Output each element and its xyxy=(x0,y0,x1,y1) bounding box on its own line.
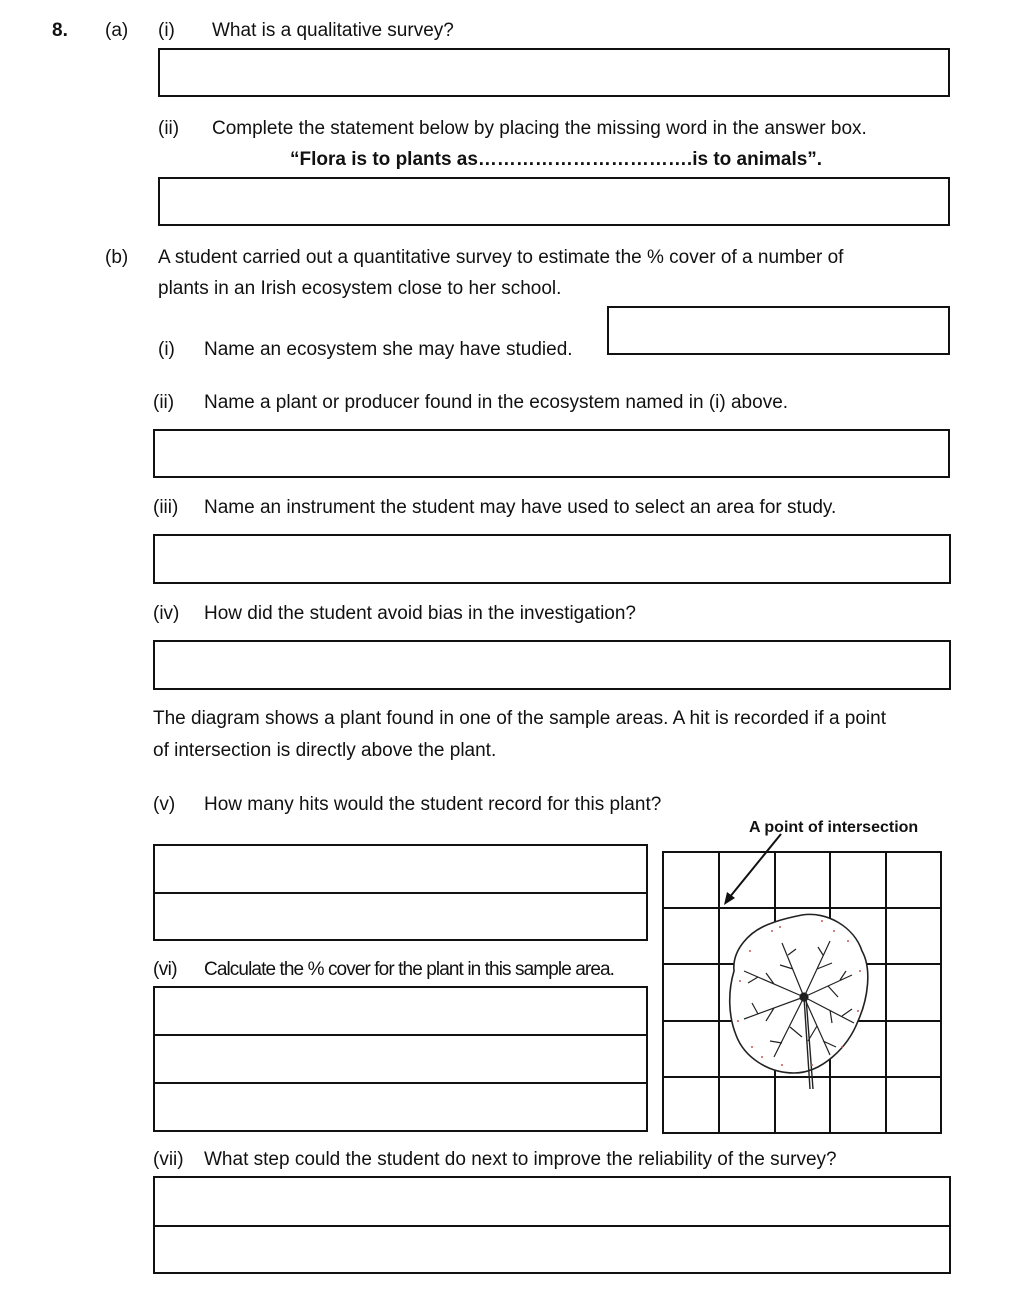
b-vi-answer-box[interactable] xyxy=(153,986,648,1132)
b-vi-label: (vi) xyxy=(153,959,177,980)
answer-line xyxy=(155,1225,949,1227)
b-iv-answer-box[interactable] xyxy=(153,640,951,690)
b-v-label: (v) xyxy=(153,794,176,815)
part-b-label: (b) xyxy=(105,247,129,268)
a-ii-label: (ii) xyxy=(158,118,180,139)
b-i-label: (i) xyxy=(158,339,175,360)
diagram-description-line-2: of intersection is directly above the plant. xyxy=(153,740,497,761)
quadrat-diagram xyxy=(662,851,942,1134)
b-iv-label: (iv) xyxy=(153,603,180,624)
b-iii-answer-box[interactable] xyxy=(153,534,951,584)
b-iii-question: Name an instrument the student may have used to select an area for study. xyxy=(204,497,837,518)
b-v-question: How many hits would the student record for this plant? xyxy=(204,794,662,815)
b-iv-question: How did the student avoid bias in the investigation? xyxy=(204,603,636,624)
plant-leaf-icon xyxy=(730,914,868,1089)
a-i-answer-box[interactable] xyxy=(158,48,950,97)
part-b-intro-line-2: plants in an Irish ecosystem close to her school. xyxy=(158,278,562,299)
b-v-answer-box[interactable] xyxy=(153,844,648,941)
a-ii-answer-box[interactable] xyxy=(158,177,950,226)
question-number: 8. xyxy=(52,20,68,41)
b-vi-question: Calculate the % cover for the plant in this sample area. xyxy=(204,959,615,980)
diagram-description-line-1: The diagram shows a plant found in one of the sample areas. A hit is recorded if a point xyxy=(153,708,886,729)
b-ii-answer-box[interactable] xyxy=(153,429,950,478)
diagram-caption: A point of intersection xyxy=(749,819,919,836)
b-ii-label: (ii) xyxy=(153,392,175,413)
b-vii-answer-box[interactable] xyxy=(153,1176,951,1274)
a-ii-statement: “Flora is to plants as…………………………….is to animals”. xyxy=(290,149,823,170)
b-i-question: Name an ecosystem she may have studied. xyxy=(204,339,573,360)
answer-line xyxy=(155,892,646,894)
answer-line xyxy=(155,1034,646,1036)
b-vii-question: What step could the student do next to improve the reliability of the survey? xyxy=(204,1149,837,1170)
b-ii-question: Name a plant or producer found in the ecosystem named in (i) above. xyxy=(204,392,789,413)
b-vii-label: (vii) xyxy=(153,1149,184,1170)
part-b-intro-line-1: A student carried out a quantitative survey to estimate the % cover of a number of xyxy=(158,247,844,268)
a-i-label: (i) xyxy=(158,20,175,41)
b-iii-label: (iii) xyxy=(153,497,179,518)
answer-line xyxy=(155,1082,646,1084)
a-i-question: What is a qualitative survey? xyxy=(212,20,454,41)
part-a-label: (a) xyxy=(105,20,129,41)
b-i-answer-box[interactable] xyxy=(607,306,950,355)
a-ii-question: Complete the statement below by placing the missing word in the answer box. xyxy=(212,118,867,139)
